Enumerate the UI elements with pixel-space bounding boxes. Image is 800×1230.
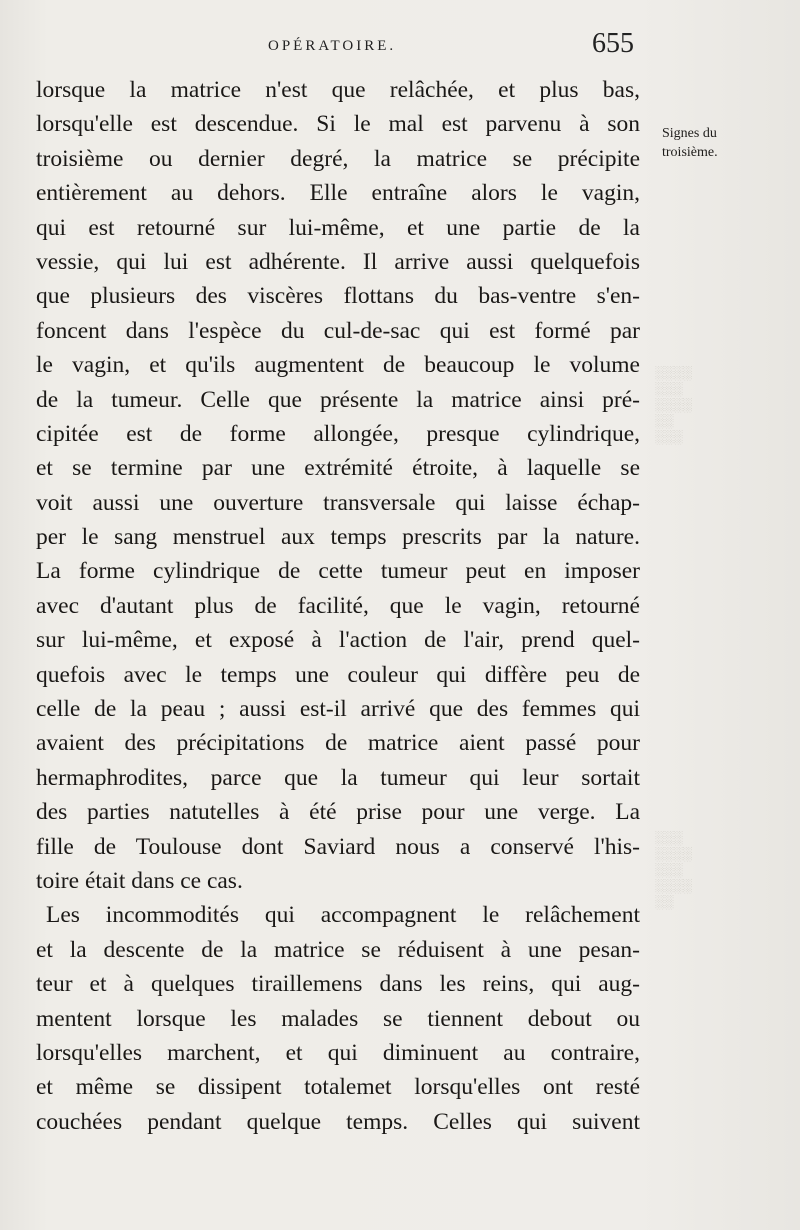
text-line: quefois avec le temps une couleur qui diffère peu de [36, 661, 640, 688]
text-line: hermaphrodites, parce que la tumeur qui leur sortait [36, 764, 640, 791]
text-line: lorsqu'elle est descendue. Si le mal est parvenu à son [36, 111, 640, 138]
bleed-through-shadow: ░░░ ░░░░ ░░░ ░░░░ ░░ [655, 830, 692, 909]
text-line: lorsqu'elles marchent, et qui diminuent au contraire, [36, 1039, 640, 1066]
text-line: couchées pendant quelque temps. Celles qui suivent [36, 1108, 640, 1135]
text-line: La forme cylindrique de cette tumeur peut en imposer [36, 558, 640, 585]
running-head: OPÉRATOIRE. [268, 38, 397, 54]
text-line: celle de la peau ; aussi est-il arrivé que des femmes qui [36, 696, 640, 723]
text-line: qui est retourné sur lui-même, et une partie de la [36, 214, 640, 241]
page-number: 655 [592, 28, 634, 59]
text-line: mentent lorsque les malades se tiennent debout ou [36, 1005, 640, 1032]
margin-note-line: Signes du [662, 126, 717, 141]
paragraph [36, 898, 640, 1139]
text-line: vessie, qui lui est adhérente. Il arrive aussi quelquefois [36, 248, 640, 275]
text-line: cipitée est de forme allongée, presque cylindrique, [36, 420, 640, 447]
text-line: et se termine par une extrémité étroite, à laquelle se [36, 455, 640, 482]
text-line: fille de Toulouse dont Saviard nous a conservé l'his- [36, 833, 640, 860]
text-line: sur lui-même, et exposé à l'action de l'air, prend quel- [36, 627, 640, 654]
text-line: le vagin, et qu'ils augmentent de beaucoup le volume [36, 352, 640, 379]
bleed-through-shadow: ░░░░ ░░░ ░░░░ ░░ ░░░ [655, 365, 692, 444]
text-line: des parties natutelles à été prise pour une verge. La [36, 799, 640, 826]
text-line: voit aussi une ouverture transversale qui laisse échap- [36, 489, 640, 516]
text-line: troisième ou dernier degré, la matrice se précipite [36, 145, 640, 172]
text-line: de la tumeur. Celle que présente la matrice ainsi pré- [36, 386, 640, 413]
text-line: avaient des précipitations de matrice aient passé pour [36, 730, 640, 757]
text-line: toire était dans ce cas. [36, 867, 243, 894]
text-line: foncent dans l'espèce du cul-de-sac qui est formé par [36, 317, 640, 344]
margin-note-line: troisième. [662, 145, 718, 160]
text-line: et même se dissipent totalemet lorsqu'elles ont resté [36, 1074, 640, 1101]
text-line: entièrement au dehors. Elle entraîne alors le vagin, [36, 180, 640, 207]
text-line: que plusieurs des viscères flottans du bas-ventre s'en- [36, 283, 640, 310]
text-line: per le sang menstruel aux temps prescrits par la nature. [36, 524, 640, 551]
text-line: Les incommodités qui accompagnent le relâchement [46, 902, 640, 929]
text-line: avec d'autant plus de facilité, que le vagin, retourné [36, 592, 640, 619]
margin-note [662, 124, 782, 162]
text-line: et la descente de la matrice se réduisent à une pesan- [36, 936, 640, 963]
text-line: lorsque la matrice n'est que relâchée, et plus bas, [36, 77, 640, 103]
body-text [36, 73, 640, 1139]
text-line: teur et à quelques tiraillemens dans les reins, qui aug- [36, 971, 640, 998]
paragraph [36, 73, 640, 898]
